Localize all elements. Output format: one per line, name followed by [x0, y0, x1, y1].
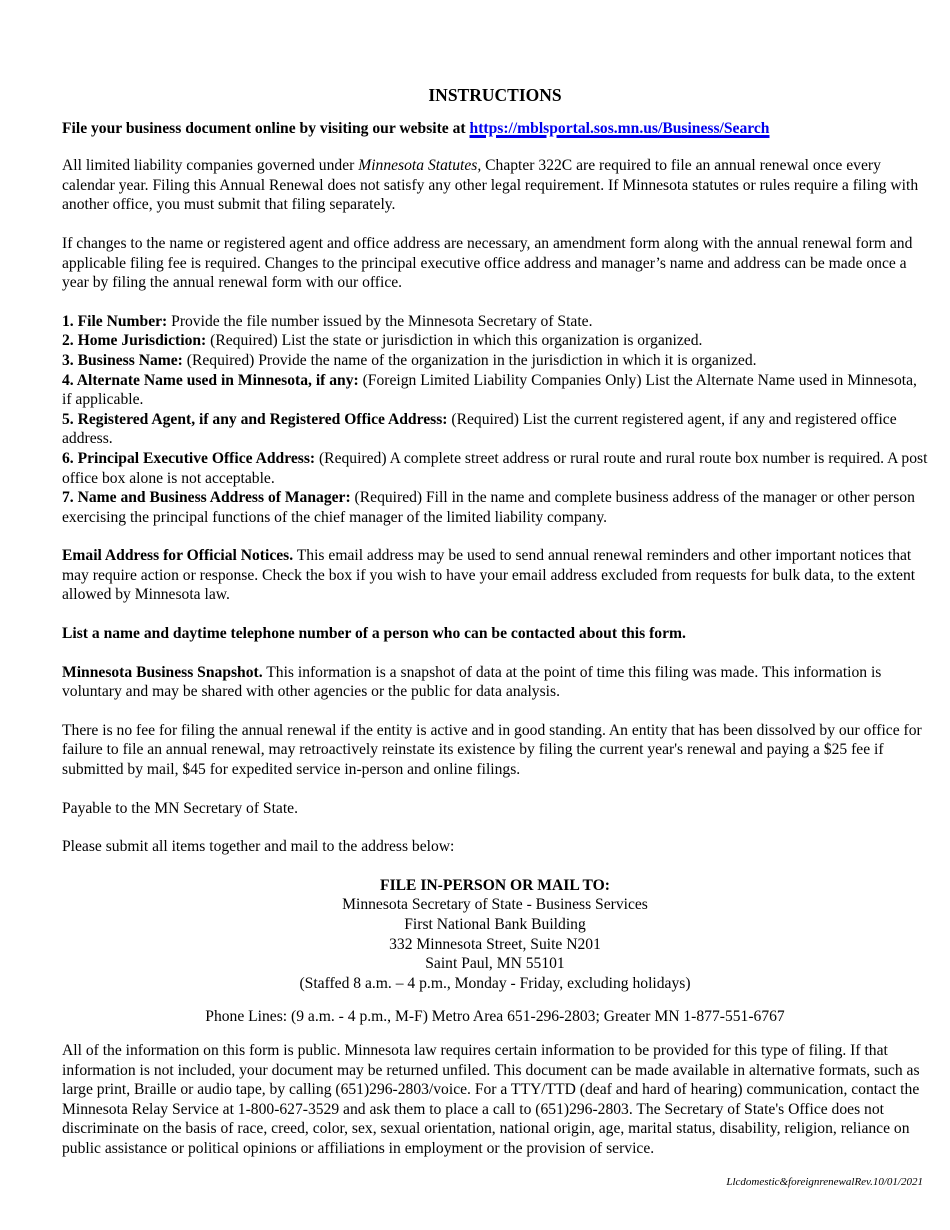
mail-line: (Staffed 8 a.m. – 4 p.m., Monday - Friday, excluding holidays) [299, 974, 691, 992]
email-paragraph [62, 546, 928, 605]
snapshot-label: Minnesota Business Snapshot. [62, 663, 263, 681]
list-item [62, 371, 928, 410]
page-title: INSTRUCTIONS [428, 85, 562, 105]
list-item [62, 351, 928, 371]
list-item [62, 312, 928, 332]
item-text: (Required) List the current registered agent, if any and registered office address. [62, 410, 897, 448]
email-text: This email address may be used to send annual renewal reminders and other important notices that may require action or response. Check the box if you wish to have your email address excluded from requests for bulk data, to the extent allowed by Minnesota law. [62, 547, 916, 604]
item-text: Provide the file number issued by the Minnesota Secretary of State. [167, 312, 593, 330]
mail-address-block [62, 876, 928, 994]
intro-paragraph-1 [62, 156, 928, 215]
intro-text-b: Chapter 322C are required to file an annual renewal once every calendar year. Filing this Annual Renewal does not satisfy any other legal requirement. If Minnesota statutes or rules require a filing with another office, you must submit that filing separately. [62, 157, 919, 214]
snapshot-text: This information is a snapshot of data at the point of time this filing was made. This information is voluntary and may be shared with other agencies or the public for data analysis. [62, 663, 882, 701]
item-label: 4. Alternate Name used in Minnesota, if any: [62, 371, 359, 389]
phone-lines: Phone Lines: (9 a.m. - 4 p.m., M-F) Metro Area 651-296-2803; Greater MN 1-877-551-6767 [205, 1008, 785, 1026]
instructions-page [62, 86, 928, 1178]
intro-text-a: All limited liability companies governed under [62, 157, 359, 175]
item-label: 6. Principal Executive Office Address: [62, 449, 316, 467]
payable-paragraph: Payable to the MN Secretary of State. [62, 799, 299, 817]
online-filing-line [62, 119, 928, 139]
list-item [62, 331, 928, 351]
item-label: 1. File Number: [62, 312, 168, 330]
item-text: (Foreign Limited Liability Companies Only) List the Alternate Name used in Minnesota, if applicable. [62, 371, 917, 409]
online-filing-text: File your business document online by visiting our website at [62, 119, 470, 137]
website-link[interactable]: https://mblsportal.sos.mn.us/Business/Search [469, 119, 770, 137]
submit-paragraph: Please submit all items together and mail to the address below: [62, 838, 455, 856]
mail-heading: FILE IN-PERSON OR MAIL TO: [380, 876, 610, 894]
list-item [62, 488, 928, 527]
form-revision-code: Llcdomestic&foreignrenewalRev.10/01/2021 [726, 1176, 923, 1188]
contact-paragraph [62, 624, 928, 644]
item-label: 2. Home Jurisdiction: [62, 332, 207, 350]
email-label: Email Address for Official Notices. [62, 547, 294, 565]
mail-line: Minnesota Secretary of State - Business Services [342, 896, 648, 914]
public-info-paragraph: All of the information on this form is public. Minnesota law requires certain information to be provided for this type of filing. If that information is not included, your document may be returned unfiled. This document can be made available in alternative formats, such as large print, Braille or audio tape, by calling (651)296-2803/voice. For a TTY/TTD (deaf and hard of hearing) communication, contact the Minnesota Relay Service at 1-800-627-3529 and ask them to place a call to (651)296-2803. The Secretary of State's Office does not discriminate on the basis of race, creed, color, sex, sexual orientation, national origin, age, marital status, disability, religion, reliance on public assistance or political opinions or affiliations in employment or the provision of service. [62, 1041, 920, 1157]
item-label: 3. Business Name: [62, 351, 183, 369]
mail-line: 332 Minnesota Street, Suite N201 [389, 935, 601, 953]
mail-line: Saint Paul, MN 55101 [425, 955, 565, 973]
fee-paragraph: There is no fee for filing the annual renewal if the entity is active and in good standing. An entity that has been dissolved by our office for failure to file an annual renewal, may retroactively reinstate its existence by filing the current year's renewal and paying a $25 fee if submitted by mail, $45 for expedited service in-person and online filings. [62, 721, 922, 779]
item-text: (Required) A complete street address or rural route and rural route box number is required. A post office box alone is not acceptable. [62, 449, 928, 487]
list-item [62, 410, 928, 449]
list-item [62, 449, 928, 488]
statutes-italic: Minnesota Statutes, [358, 157, 482, 175]
mail-line: First National Bank Building [404, 916, 586, 933]
item-text: (Required) Provide the name of the organization in the jurisdiction in which it is organized. [182, 351, 757, 369]
item-text: (Required) List the state or jurisdiction in which this organization is organized. [206, 332, 703, 350]
instruction-list [62, 312, 928, 528]
contact-text: List a name and daytime telephone number of a person who can be contacted about this form. [62, 625, 686, 643]
intro-paragraph-2: If changes to the name or registered agent and office address are necessary, an amendment form along with the annual renewal form and applicable filing fee is required. Changes to the principal executive office address and manager’s name and address can be made once a year by filing the annual renewal form with our office. [62, 234, 913, 292]
item-label: 5. Registered Agent, if any and Registered Office Address: [62, 410, 448, 428]
item-label: 7. Name and Business Address of Manager: [62, 489, 351, 507]
item-text: (Required) Fill in the name and complete business address of the manager or other person exercising the principal functions of the chief manager of the limited liability company. [62, 489, 915, 526]
snapshot-paragraph [62, 663, 928, 702]
